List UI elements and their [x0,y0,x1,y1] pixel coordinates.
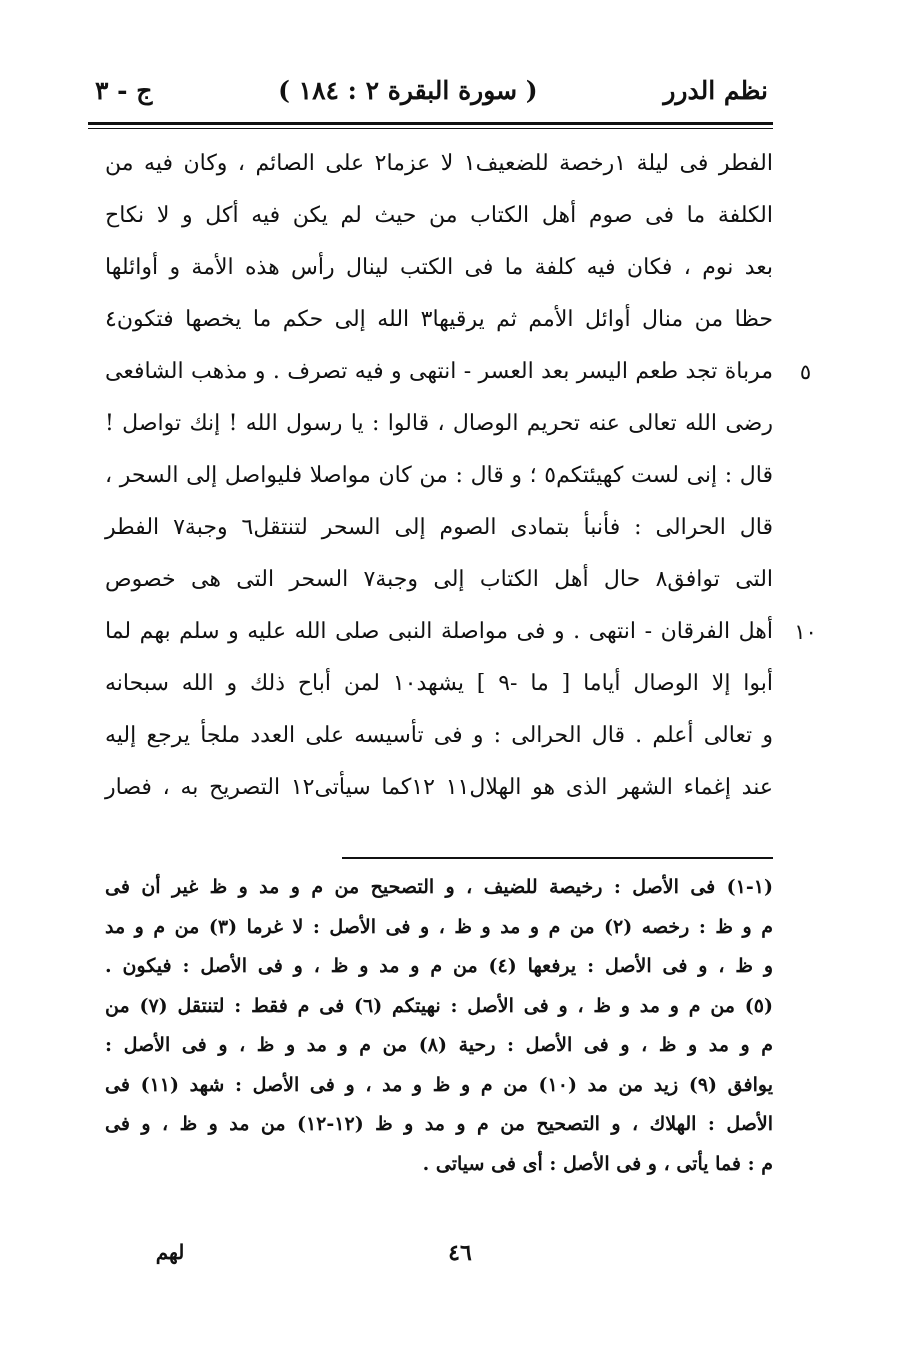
text-line [105,294,773,346]
footnote-line: الأصل : الهلاك ، و التصحيح من م و مد و ظ (١٢-١٢) من مد و ظ ، و فى [105,1113,773,1135]
line-text: أهل الفرقان - انتهى . و فى مواصلة النبى صلى الله عليه و سلم بهم لما [105,619,773,644]
page-number: ٤٦ [448,1240,472,1266]
footnote-line: يوافق (٩) زيد من مد (١٠) من م و ظ و مد ، و فى الأصل : شهد (١١) فى [105,1073,773,1096]
line-text: حظا من منال أوائل الأمم ثم يرقيها٣ الله إلى حكم ما يخصها فتكون٤ [105,307,773,332]
footnote-separator [342,857,773,859]
line-number: ٥ [799,360,812,384]
footnote-line: م و مد و ظ ، و فى الأصل : رحية (٨) من م و مد و ظ ، و فى الأصل : [105,1034,774,1056]
footnote-line: (١-١) فى الأصل : رخيصة للضيف ، و التصحيح من م و مد و ظ غير أن فى [105,876,773,898]
text-line [105,398,773,450]
footnote-line: و ظ ، و فى الأصل : يرفعها (٤) من م و مد و ظ ، و فى الأصل : فيكون . [105,955,773,977]
volume-label: ج - ٣ [95,75,153,105]
text-line [105,190,773,242]
line-text: مرباة تجد طعم اليسر بعد العسر - انتهى و فيه تصرف . و مذهب الشافعى [105,359,773,384]
line-text: بعد نوم ، فكان فيه كلفة ما فى الكتب لينال رأس هذه الأمة و أوائلها [105,255,773,280]
signature-catchword: لهم [155,1240,185,1264]
sura-reference: ( سورة البقرة ٢ : ١٨٤ ) [278,75,538,105]
footnote-line: م و ظ : رخصه (٢) من م و مد و ظ ، و فى الأصل : لا غرما (٣) من م و مد [105,915,773,938]
text-line [105,502,773,554]
line-text: قال : إنى لست كهيئتكم٥ ؛ و قال : من كان مواصلا فليواصل إلى السحر ، [105,463,773,488]
book-title: نظم الدرر [663,75,768,105]
text-line [105,346,812,398]
line-text: الكلفة ما فى صوم أهل الكتاب من حيث لم يكن فيه أكل و لا نكاح [105,203,773,228]
text-line [105,658,773,710]
main-text [105,138,817,814]
line-number: ١٠ [794,620,817,644]
text-line [105,606,817,658]
line-text: رضى الله تعالى عنه تحريم الوصال ، قالوا : يا رسول الله ! إنك تواصل ! [105,411,773,436]
line-text: عند إغماء الشهر الذى هو الهلال١١ ١٢كما سيأتى١٢ التصريح به ، فصار [105,775,773,800]
text-line [105,242,773,294]
text-line [105,554,773,606]
footnote-line: (٥) من م و مد و ظ ، و فى الأصل : نهيتكم (٦) فى م فقط : لتنتقل (٧) من [105,994,773,1017]
line-text: قال الحرالى : فأنبأ بتمادى الصوم إلى السحر لتنتقل٦ وجبة٧ الفطر [105,515,773,540]
text-line [105,762,773,814]
line-text: التى توافق٨ حال أهل الكتاب إلى وجبة٧ السحر التى هى خصوص [105,567,774,592]
text-line [105,450,773,502]
line-text: الفطر فى ليلة ١رخصة للضعيف١ لا عزما٢ على الصائم ، وكان فيه من [105,151,773,176]
text-line [105,710,773,762]
running-header [95,70,768,110]
footnotes [105,868,773,1184]
text-line [105,138,773,190]
footnote-line: م : فما يأتى ، و فى الأصل : أى فى سياتى . [422,1152,773,1175]
line-text: و تعالى أعلم . قال الحرالى : و فى تأسيسه على العدد ملجأ يرجع إليه [105,723,773,748]
line-text: أبوا إلا الوصال أياما [ ما -٩ ] يشهد١٠ لمن أباح ذلك و الله سبحانه [105,671,773,696]
header-rule-thick [88,122,773,125]
header-rule-thin [88,128,773,129]
